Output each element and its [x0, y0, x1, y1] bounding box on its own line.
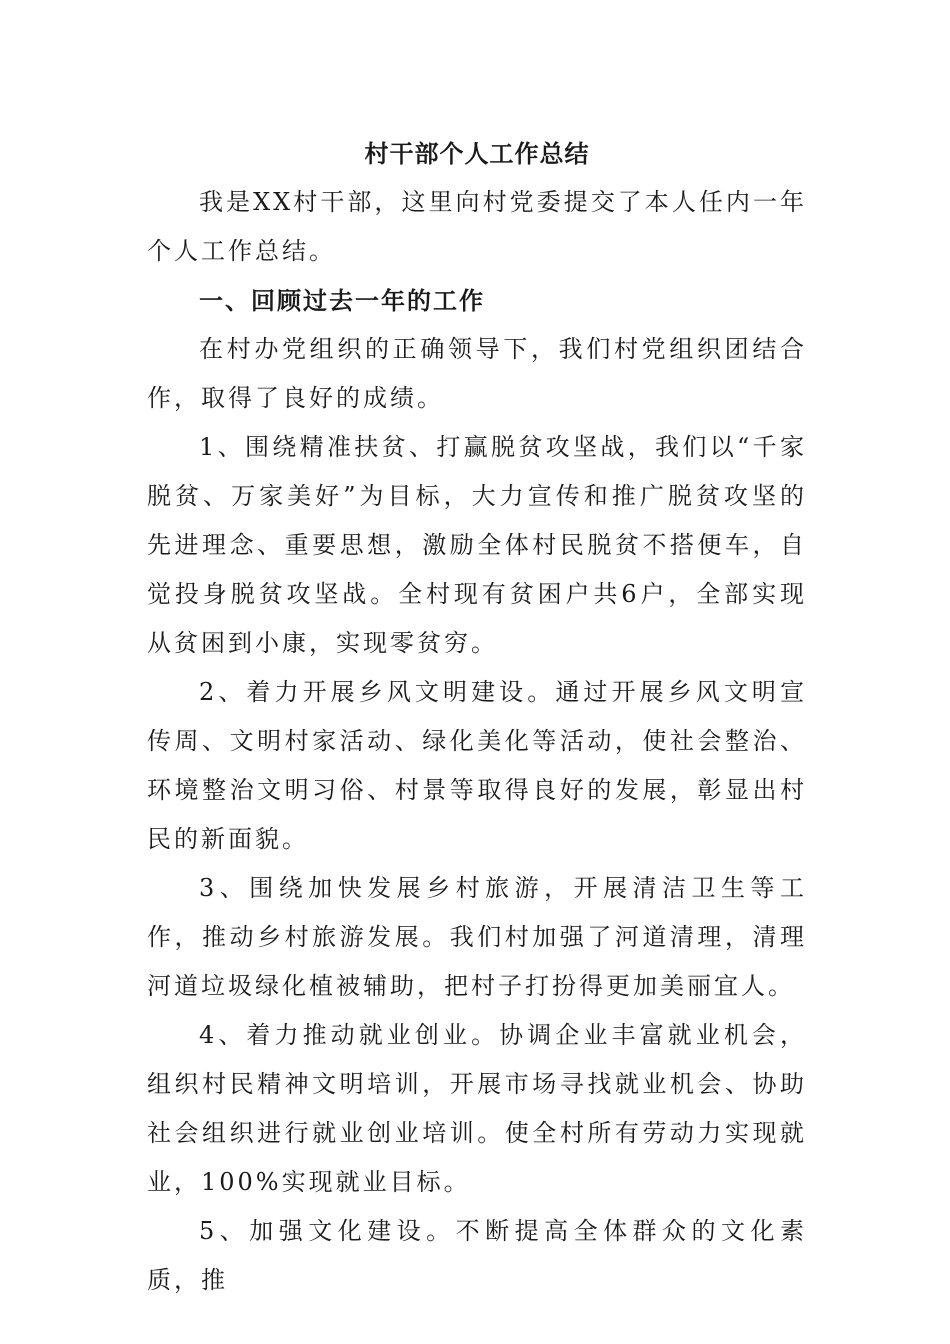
work-item-2: 2、着力开展乡风文明建设。通过开展乡风文明宣传周、文明村家活动、绿化美化等活动，使社会整治、环境整治文明习俗、村景等取得良好的发展，彰显出村民的新面貌。	[147, 678, 807, 853]
work-item-4: 4、着力推动就业创业。协调企业丰富就业机会，组织村民精神文明培训，开展市场寻找就业机会、协助社会组织进行就业创业培训。使全村所有劳动力实现就业，100%实现就业目标。	[147, 1021, 807, 1196]
work-item-1: 1、围绕精准扶贫、打赢脱贫攻坚战，我们以“千家脱贫、万家美好”为目标，大力宣传和推广脱贫攻坚的先进理念、重要思想，激励全体村民脱贫不搭便车，自觉投身脱贫攻坚战。全村现有贫困户共6户，全部实现从贫困到小康，实现零贫穷。	[147, 433, 807, 657]
work-item-3: 3、围绕加快发展乡村旅游，开展清洁卫生等工作，推动乡村旅游发展。我们村加强了河道清理，清理河道垃圾绿化植被辅助，把村子打扮得更加美丽宜人。	[147, 874, 807, 1000]
section-heading: 一、回顾过去一年的工作	[199, 286, 485, 315]
section-intro-paragraph: 在村办党组织的正确领导下，我们村党组织团结合作，取得了良好的成绩。	[147, 335, 807, 412]
document-body	[147, 130, 807, 1305]
intro-paragraph: 我是XX村干部，这里向村党委提交了本人任内一年个人工作总结。	[147, 188, 807, 265]
work-item-5: 5、加强文化建设。不断提高全体群众的文化素质，推	[147, 1217, 807, 1294]
document-title: 村干部个人工作总结	[364, 139, 590, 168]
